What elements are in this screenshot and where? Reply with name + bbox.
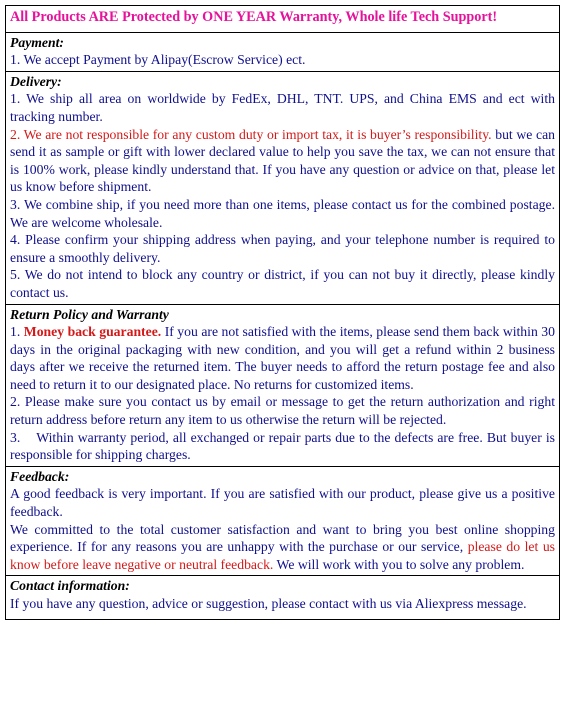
feedback-text-2	[10, 521, 555, 574]
delivery-item-3: 3. We combine ship, if you need more than one items, please contact us for the combined postage. We are welcome wholesale.	[10, 196, 555, 230]
delivery-section	[6, 71, 560, 304]
return-item-1-number: 1.	[10, 324, 24, 340]
warranty-banner: All Products ARE Protected by ONE YEAR Warranty, Whole life Tech Support!	[6, 6, 560, 33]
policy-table	[5, 5, 560, 620]
payment-section	[6, 32, 560, 71]
return-item-3: 3. Within warranty period, all exchanged or repair parts due to the defects are free. But buyer is responsible for shipping charges.	[10, 429, 559, 463]
return-item-1-detail: If you are not satisfied with the items, please send them back within 30 days in the original packaging with new condition, and you will get a refund within 2 business days after we receive the returned item. The buyer needs to afford the return postage fee and also need to return it to our designated place. No returns for customized items.	[10, 324, 555, 392]
return-heading: Return Policy and Warranty	[10, 306, 169, 322]
delivery-item-2	[10, 126, 555, 196]
return-section	[6, 304, 560, 466]
feedback-text-2-end: We will work with you to solve any problem.	[273, 556, 525, 572]
feedback-heading: Feedback:	[10, 468, 70, 484]
feedback-text-2-start: We committed to the total customer satisfaction and want to bring you best online shopping experience. If for any reasons you are unhappy with the purchase or our service,	[10, 521, 555, 555]
money-back-guarantee: Money back guarantee.	[23, 324, 162, 340]
duty-notice-detail: but we can send it as sample or gift with lower declared value to help you save the tax, we can not ensure that is 100% work, please kindly understand that. If you have any question or advice on that, please let us know before shipment.	[10, 126, 555, 195]
return-item-1	[10, 323, 555, 393]
payment-text: 1. We accept Payment by Alipay(Escrow Service) ect.	[10, 52, 306, 68]
contact-heading: Contact information:	[10, 578, 130, 594]
contact-text: If you have any question, advice or suggestion, please contact with us via Aliexpress message.	[10, 596, 527, 611]
delivery-item-1: 1. We ship all area on worldwide by FedEx, DHL, TNT. UPS, and China EMS and ect with tracking number.	[10, 91, 555, 124]
payment-heading: Payment:	[10, 34, 64, 50]
banner-row	[6, 6, 560, 33]
contact-section	[6, 576, 560, 619]
delivery-item-4: 4. Please confirm your shipping address when paying, and your telephone number is required to ensure a smoothly delivery.	[10, 232, 555, 265]
delivery-heading: Delivery:	[10, 73, 62, 89]
duty-notice: 2. We are not responsible for any custom duty or import tax, it is buyer’s responsibility.	[10, 126, 492, 142]
feedback-request: please do let us know before leave negative or neutral feedback.	[10, 539, 555, 572]
feedback-section	[6, 466, 560, 576]
delivery-item-5: 5. We do not intend to block any country or district, if you can not buy it directly, please kindly contact us.	[10, 267, 555, 300]
return-item-2: 2. Please make sure you contact us by email or message to get the return authorization and right return address before return any item to us otherwise the return will be rejected.	[10, 394, 555, 428]
feedback-text-1: A good feedback is very important. If you are satisfied with our product, please give us a positive feedback.	[10, 486, 555, 520]
